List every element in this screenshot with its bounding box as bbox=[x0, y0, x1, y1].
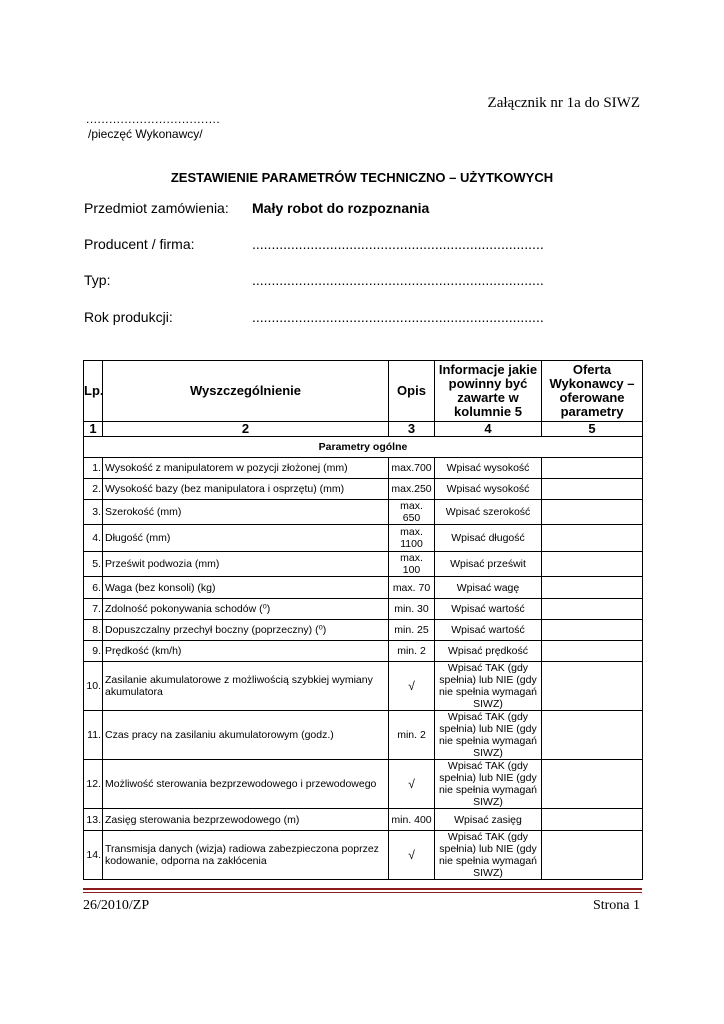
row-description: Szerokość (mm) bbox=[103, 500, 389, 525]
row-description: Wysokość z manipulatorem w pozycji złożonej (mm) bbox=[103, 458, 389, 479]
stamp-placeholder: ................................... bbox=[86, 112, 221, 126]
header-info: Informacje jakie powinny być zawarte w kolumnie 5 bbox=[435, 361, 542, 422]
row-description: Możliwość sterowania bezprzewodowego i przewodowego bbox=[103, 760, 389, 809]
row-offer-cell[interactable] bbox=[542, 831, 643, 880]
annex-label: Załącznik nr 1a do SIWZ bbox=[487, 95, 640, 111]
row-info: Wpisać wagę bbox=[435, 577, 542, 599]
row-number: 4. bbox=[84, 525, 103, 552]
producer-value: ........................................................................... bbox=[252, 236, 544, 252]
row-info: Wpisać wartość bbox=[435, 620, 542, 641]
row-info: Wpisać prześwit bbox=[435, 552, 542, 577]
row-offer-cell[interactable] bbox=[542, 525, 643, 552]
row-offer-cell[interactable] bbox=[542, 662, 643, 711]
row-number: 9. bbox=[84, 641, 103, 662]
section-title: Parametry ogólne bbox=[84, 437, 643, 458]
type-label: Typ: bbox=[84, 272, 111, 288]
row-description: Długość (mm) bbox=[103, 525, 389, 552]
subject-label: Przedmiot zamówienia: bbox=[84, 200, 229, 216]
row-offer-cell[interactable] bbox=[542, 711, 643, 760]
row-description: Zdolność pokonywania schodów (⁰) bbox=[103, 599, 389, 620]
row-requirement: max.700 bbox=[389, 458, 435, 479]
row-description: Zasilanie akumulatorowe z możliwością szybkiej wymiany akumulatora bbox=[103, 662, 389, 711]
row-info: Wpisać TAK (gdy spełnia) lub NIE (gdy nie spełnia wymagań SIWZ) bbox=[435, 831, 542, 880]
row-offer-cell[interactable] bbox=[542, 458, 643, 479]
row-offer-cell[interactable] bbox=[542, 479, 643, 500]
row-requirement: √ bbox=[389, 662, 435, 711]
row-offer-cell[interactable] bbox=[542, 760, 643, 809]
table-row bbox=[84, 552, 643, 577]
document-title: ZESTAWIENIE PARAMETRÓW TECHNICZNO – UŻYTKOWYCH bbox=[170, 170, 554, 185]
row-requirement: max.250 bbox=[389, 479, 435, 500]
table-row bbox=[84, 711, 643, 760]
row-requirement: min. 2 bbox=[389, 711, 435, 760]
row-info: Wpisać TAK (gdy spełnia) lub NIE (gdy nie spełnia wymagań SIWZ) bbox=[435, 760, 542, 809]
row-info: Wpisać TAK (gdy spełnia) lub NIE (gdy nie spełnia wymagań SIWZ) bbox=[435, 662, 542, 711]
row-info: Wpisać wysokość bbox=[435, 458, 542, 479]
row-requirement: max. 70 bbox=[389, 577, 435, 599]
footer-doc-number: 26/2010/ZP bbox=[83, 898, 150, 913]
table-header-row bbox=[84, 361, 643, 422]
row-number: 1. bbox=[84, 458, 103, 479]
column-number: 4 bbox=[435, 422, 542, 437]
row-number: 6. bbox=[84, 577, 103, 599]
footer-divider bbox=[83, 892, 642, 893]
row-offer-cell[interactable] bbox=[542, 599, 643, 620]
row-number: 12. bbox=[84, 760, 103, 809]
row-requirement: min. 2 bbox=[389, 641, 435, 662]
row-number: 3. bbox=[84, 500, 103, 525]
row-info: Wpisać szerokość bbox=[435, 500, 542, 525]
row-requirement: max. 650 bbox=[389, 500, 435, 525]
column-number: 3 bbox=[389, 422, 435, 437]
header-description: Wyszczególnienie bbox=[103, 361, 389, 422]
header-offer: Oferta Wykonawcy – oferowane parametry bbox=[542, 361, 643, 422]
header-opis: Opis bbox=[389, 361, 435, 422]
column-number: 5 bbox=[542, 422, 643, 437]
row-number: 5. bbox=[84, 552, 103, 577]
row-number: 10. bbox=[84, 662, 103, 711]
row-description: Prześwit podwozia (mm) bbox=[103, 552, 389, 577]
header-lp: Lp. bbox=[84, 361, 103, 422]
row-description: Waga (bez konsoli) (kg) bbox=[103, 577, 389, 599]
table-row bbox=[84, 620, 643, 641]
table-row bbox=[84, 641, 643, 662]
table-row bbox=[84, 577, 643, 599]
column-number: 2 bbox=[103, 422, 389, 437]
row-offer-cell[interactable] bbox=[542, 552, 643, 577]
row-offer-cell[interactable] bbox=[542, 577, 643, 599]
row-offer-cell[interactable] bbox=[542, 809, 643, 831]
row-requirement: max. 100 bbox=[389, 552, 435, 577]
row-requirement: min. 30 bbox=[389, 599, 435, 620]
row-description: Czas pracy na zasilaniu akumulatorowym (godz.) bbox=[103, 711, 389, 760]
row-description: Dopuszczalny przechył boczny (poprzeczny) (⁰) bbox=[103, 620, 389, 641]
row-description: Zasięg sterowania bezprzewodowego (m) bbox=[103, 809, 389, 831]
stamp-label: /pieczęć Wykonawcy/ bbox=[88, 127, 203, 141]
table-row bbox=[84, 599, 643, 620]
subject-value: Mały robot do rozpoznania bbox=[252, 200, 430, 216]
row-requirement: √ bbox=[389, 831, 435, 880]
year-label: Rok produkcji: bbox=[84, 309, 173, 325]
row-info: Wpisać zasięg bbox=[435, 809, 542, 831]
row-info: Wpisać TAK (gdy spełnia) lub NIE (gdy nie spełnia wymagań SIWZ) bbox=[435, 711, 542, 760]
row-description: Transmisja danych (wizja) radiowa zabezpieczona poprzez kodowanie, odporna na zakłócenia bbox=[103, 831, 389, 880]
row-requirement: max. 1100 bbox=[389, 525, 435, 552]
row-offer-cell[interactable] bbox=[542, 641, 643, 662]
table-row bbox=[84, 662, 643, 711]
row-number: 13. bbox=[84, 809, 103, 831]
row-number: 8. bbox=[84, 620, 103, 641]
row-description: Prędkość (km/h) bbox=[103, 641, 389, 662]
table-row bbox=[84, 760, 643, 809]
row-info: Wpisać długość bbox=[435, 525, 542, 552]
row-description: Wysokość bazy (bez manipulatora i osprzętu) (mm) bbox=[103, 479, 389, 500]
row-requirement: min. 25 bbox=[389, 620, 435, 641]
row-requirement: √ bbox=[389, 760, 435, 809]
row-info: Wpisać wartość bbox=[435, 599, 542, 620]
table-row bbox=[84, 500, 643, 525]
footer-divider bbox=[83, 888, 642, 890]
producer-label: Producent / firma: bbox=[84, 236, 195, 252]
column-number-row bbox=[84, 422, 643, 437]
row-number: 11. bbox=[84, 711, 103, 760]
row-number: 2. bbox=[84, 479, 103, 500]
row-info: Wpisać wysokość bbox=[435, 479, 542, 500]
table-row bbox=[84, 479, 643, 500]
year-value: ........................................................................... bbox=[252, 309, 544, 325]
row-number: 14. bbox=[84, 831, 103, 880]
table-row bbox=[84, 458, 643, 479]
column-number: 1 bbox=[84, 422, 103, 437]
row-offer-cell[interactable] bbox=[542, 500, 643, 525]
row-number: 7. bbox=[84, 599, 103, 620]
table-row bbox=[84, 525, 643, 552]
parameters-table bbox=[83, 360, 643, 880]
row-requirement: min. 400 bbox=[389, 809, 435, 831]
table-row bbox=[84, 809, 643, 831]
section-row bbox=[84, 437, 643, 458]
footer-page-label: Strona 1 bbox=[592, 898, 640, 913]
row-offer-cell[interactable] bbox=[542, 620, 643, 641]
type-value: ........................................................................... bbox=[252, 272, 544, 288]
row-info: Wpisać prędkość bbox=[435, 641, 542, 662]
table-row bbox=[84, 831, 643, 880]
